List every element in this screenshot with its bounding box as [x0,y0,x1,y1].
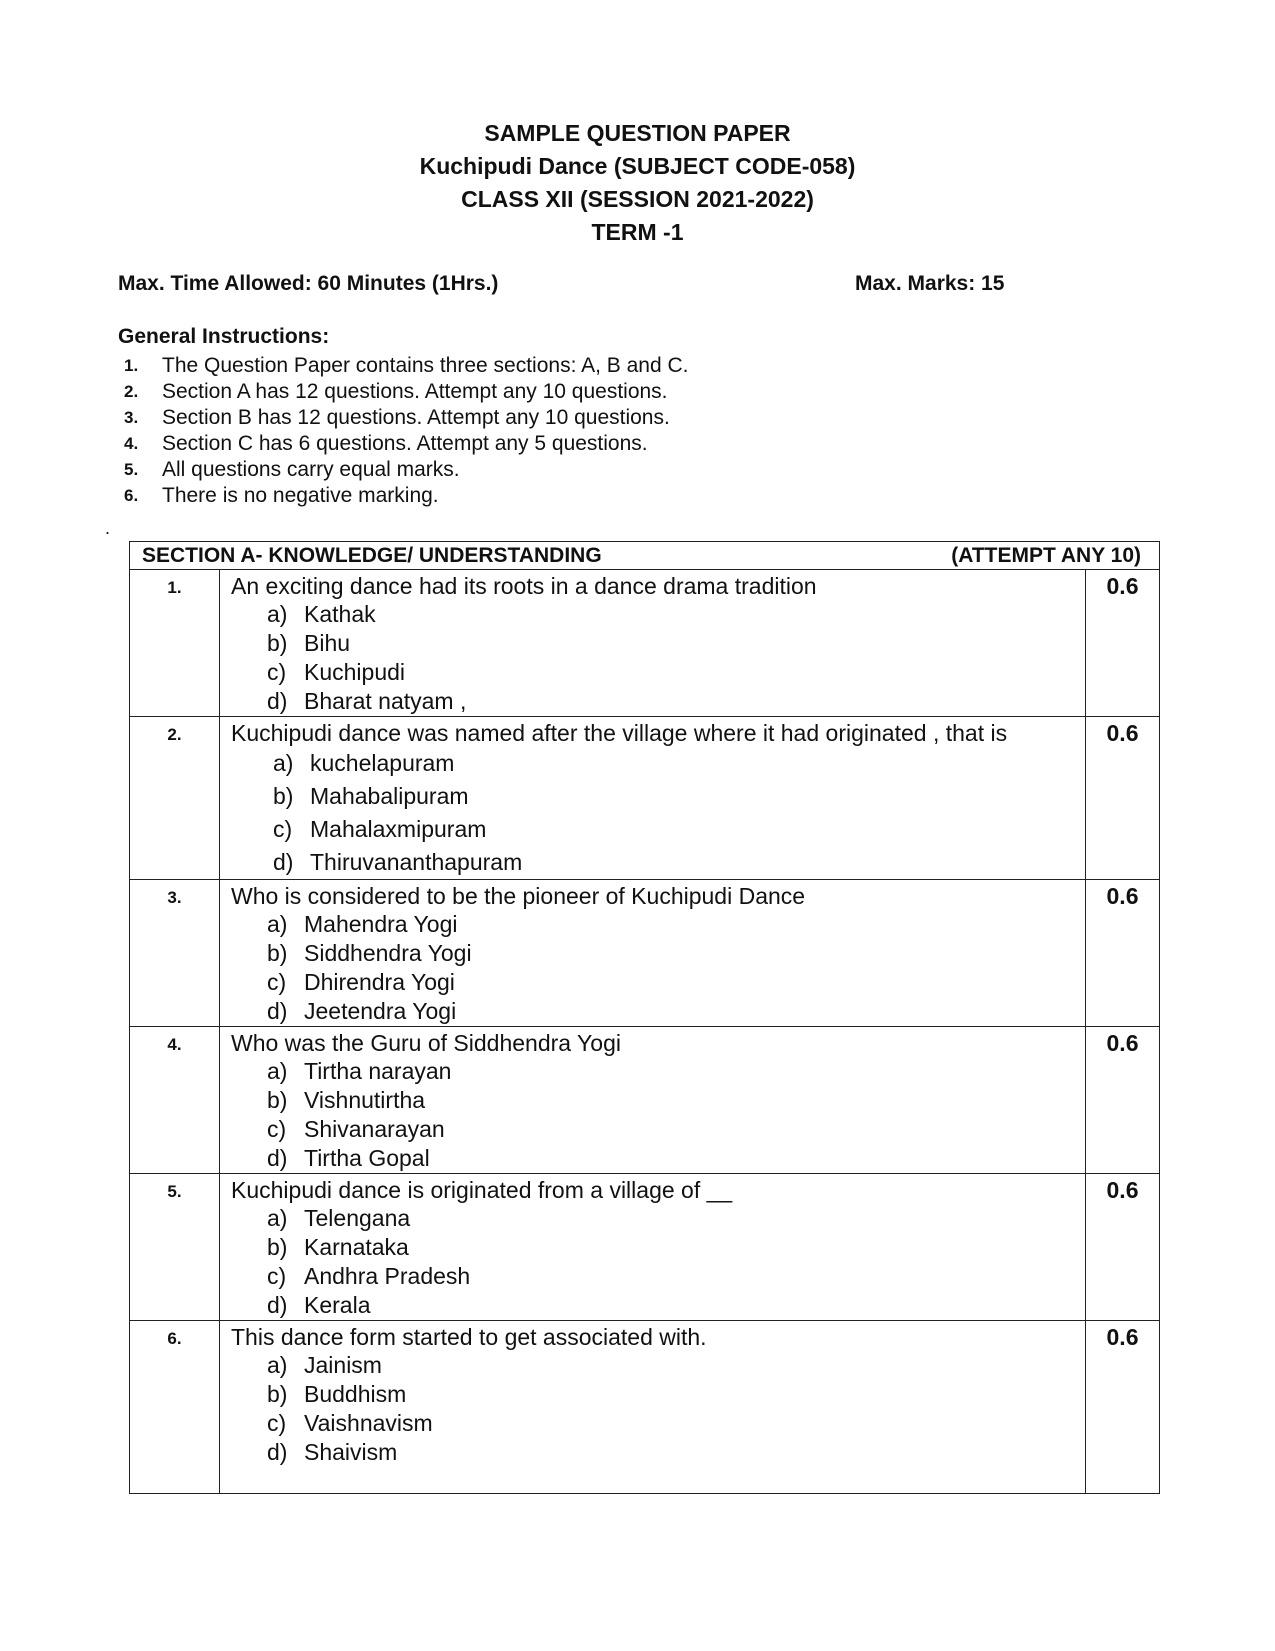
subject-line: Kuchipudi Dance (SUBJECT CODE-058) [419,153,856,179]
option-letter: c) [273,816,293,842]
instruction-number: 6. [124,486,139,505]
option-letter: c) [267,1410,287,1436]
option-item [267,939,1075,968]
option-item [267,1351,1075,1380]
instruction-number: 4. [124,434,139,453]
option-item [267,658,1075,687]
option-text: Buddhism [304,1381,407,1407]
question-row [130,1321,1160,1494]
option-letter: a) [267,601,288,627]
instruction-number: 3. [124,408,139,427]
option-text: Mahalaxmipuram [310,816,487,842]
option-letter: b) [273,783,294,809]
question-mark: 0.6 [1086,1174,1160,1321]
instructions-list [118,353,688,509]
option-text: kuchelapuram [310,750,455,776]
option-text: Kerala [304,1292,371,1318]
option-letter: d) [273,849,294,875]
option-letter: b) [267,1381,288,1407]
question-number: 1. [130,570,220,717]
section-attempt: (ATTEMPT ANY 10) [951,544,1142,567]
option-letter: d) [267,998,288,1024]
question-row [130,570,1160,717]
stray-mark: . [105,518,111,538]
option-text: Jainism [304,1352,382,1378]
option-letter: b) [267,1234,288,1260]
option-text: Vaishnavism [304,1410,433,1436]
term-line: TERM -1 [591,219,684,245]
question-text: This dance form started to get associated with. [231,1324,707,1350]
option-text: Kuchipudi [304,659,406,685]
max-time: Max. Time Allowed: 60 Minutes (1Hrs.) [118,272,499,295]
instruction-text: Section C has 6 questions. Attempt any 5 questions. [162,432,648,455]
option-letter: d) [267,688,288,714]
question-row [130,1174,1160,1321]
question-number: 3. [130,880,220,1027]
option-letter: b) [267,940,288,966]
option-letter: c) [267,659,287,685]
option-text: Shaivism [304,1439,398,1465]
question-number: 5. [130,1174,220,1321]
option-letter: a) [267,1205,288,1231]
option-item [267,1204,1075,1233]
option-letter: a) [267,1352,288,1378]
option-text: Tirtha Gopal [304,1145,430,1171]
option-item [267,1380,1075,1409]
instruction-text: All questions carry equal marks. [162,458,460,481]
instruction-number: 1. [124,356,139,375]
option-item [267,1291,1075,1320]
option-item [267,1233,1075,1262]
option-text: Vishnutirtha [304,1087,426,1113]
option-letter: c) [267,1116,287,1142]
option-item [267,997,1075,1026]
option-item [273,780,1075,813]
option-list [231,1204,1075,1320]
option-letter: c) [267,1263,287,1289]
option-letter: c) [267,969,287,995]
option-item [273,813,1075,846]
question-text: An exciting dance had its roots in a dance drama tradition [231,573,817,599]
option-text: Tirtha narayan [304,1058,452,1084]
question-mark: 0.6 [1086,717,1160,880]
question-row [130,717,1160,880]
option-letter: d) [267,1145,288,1171]
option-item [267,1438,1075,1467]
option-item [267,1144,1075,1173]
option-text: Telengana [304,1205,411,1231]
question-number: 4. [130,1027,220,1174]
instruction-item [118,483,688,509]
instruction-text: Section A has 12 questions. Attempt any 10 questions. [162,380,668,403]
option-item [267,1262,1075,1291]
option-text: Siddhendra Yogi [304,940,472,966]
option-text: Andhra Pradesh [304,1263,471,1289]
instruction-item [118,379,688,405]
section-a-table [129,541,1160,1494]
instruction-number: 2. [124,382,139,401]
question-row [130,1027,1160,1174]
option-item [273,846,1075,879]
option-text: Bharat natyam , [304,688,467,714]
option-text: Bihu [304,630,351,656]
option-text: Thiruvananthapuram [310,849,523,875]
max-marks: Max. Marks: 15 [855,272,1005,295]
option-item [267,910,1075,939]
option-text: Mahabalipuram [310,783,469,809]
option-letter: b) [267,1087,288,1113]
instruction-text: Section B has 12 questions. Attempt any 10 questions. [162,406,670,429]
section-title: SECTION A- KNOWLEDGE/ UNDERSTANDING [142,544,602,567]
option-list [231,747,1075,879]
option-item [267,629,1075,658]
option-letter: a) [273,750,294,776]
option-list [231,910,1075,1026]
question-mark: 0.6 [1086,1321,1160,1494]
option-item [267,1115,1075,1144]
class-session-line: CLASS XII (SESSION 2021-2022) [461,186,814,212]
question-mark: 0.6 [1086,1027,1160,1174]
instruction-item [118,353,688,379]
question-number: 2. [130,717,220,880]
option-item [267,1086,1075,1115]
instruction-text: There is no negative marking. [162,484,439,507]
option-text: Karnataka [304,1234,409,1260]
option-text: Kathak [304,601,376,627]
option-text: Jeetendra Yogi [304,998,457,1024]
section-header-row [130,542,1160,570]
instruction-item [118,405,688,431]
question-mark: 0.6 [1086,570,1160,717]
option-letter: b) [267,630,288,656]
instruction-item [118,457,688,483]
general-instructions-title: General Instructions: [118,325,330,348]
option-letter: a) [267,1058,288,1084]
option-item [267,1409,1075,1438]
option-letter: d) [267,1292,288,1318]
option-list [231,1351,1075,1467]
question-text: Kuchipudi dance was named after the village where it had originated , that is [231,720,1008,746]
option-item [267,687,1075,716]
instruction-text: The Question Paper contains three sections: A, B and C. [162,354,689,377]
option-text: Mahendra Yogi [304,911,458,937]
instruction-number: 5. [124,460,139,479]
option-item [273,747,1075,780]
option-letter: a) [267,911,288,937]
option-text: Shivanarayan [304,1116,445,1142]
question-number: 6. [130,1321,220,1494]
option-item [267,600,1075,629]
question-text: Kuchipudi dance is originated from a village of __ [231,1177,733,1203]
option-list [231,1057,1075,1173]
option-letter: d) [267,1439,288,1465]
instruction-item [118,431,688,457]
option-list [231,600,1075,716]
option-item [267,968,1075,997]
question-text: Who is considered to be the pioneer of Kuchipudi Dance [231,883,806,909]
option-item [267,1057,1075,1086]
question-text: Who was the Guru of Siddhendra Yogi [231,1030,621,1056]
question-mark: 0.6 [1086,880,1160,1027]
paper-title: SAMPLE QUESTION PAPER [484,120,791,146]
option-text: Dhirendra Yogi [304,969,455,995]
question-row [130,880,1160,1027]
